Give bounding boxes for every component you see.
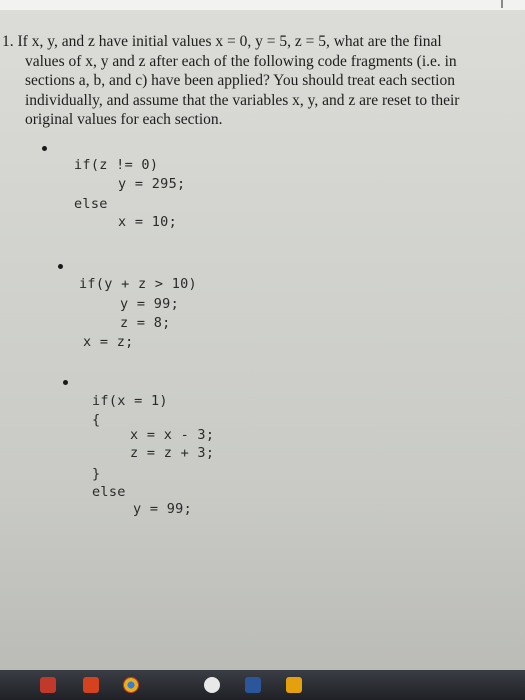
question-line: 1. If x, y, and z have initial values x = 0, y = 5, z = 5, what are the final (2, 33, 442, 50)
code-line: if(z != 0) (74, 157, 159, 173)
code-line: else (92, 484, 126, 500)
bullet-section-a (42, 146, 47, 151)
window-top-edge (0, 0, 525, 10)
code-line: z = 8; (120, 315, 171, 331)
question-line: original values for each section. (25, 111, 223, 128)
office-icon[interactable] (83, 677, 99, 693)
code-line: y = 295; (118, 176, 186, 192)
code-line: } (92, 466, 101, 482)
question-text (0, 32, 512, 130)
word-icon[interactable] (245, 677, 261, 693)
bullet-section-b (58, 264, 63, 269)
window-scroll-marker (501, 0, 503, 8)
code-line: y = 99; (133, 501, 192, 517)
plex-icon[interactable] (286, 677, 302, 693)
chrome-icon[interactable] (123, 677, 139, 693)
code-line: x = z; (83, 334, 134, 350)
code-line: { (92, 412, 101, 428)
mail-icon[interactable] (40, 677, 56, 693)
bullet-section-c (63, 380, 68, 385)
code-line: x = 10; (118, 214, 177, 230)
taskbar (0, 670, 525, 700)
xbox-icon[interactable] (204, 677, 220, 693)
question-line: sections a, b, and c) have been applied? You should treat each section (25, 72, 455, 89)
code-line: if(x = 1) (92, 393, 168, 409)
code-line: z = z + 3; (130, 445, 215, 461)
question-line: values of x, y and z after each of the following code fragments (i.e. in (25, 52, 457, 70)
question-line: individually, and assume that the variables x, y, and z are reset to their (25, 91, 460, 109)
code-line: y = 99; (120, 296, 179, 312)
code-line: if(y + z > 10) (79, 276, 197, 292)
code-line: x = x - 3; (130, 427, 215, 443)
code-line: else (74, 196, 108, 212)
